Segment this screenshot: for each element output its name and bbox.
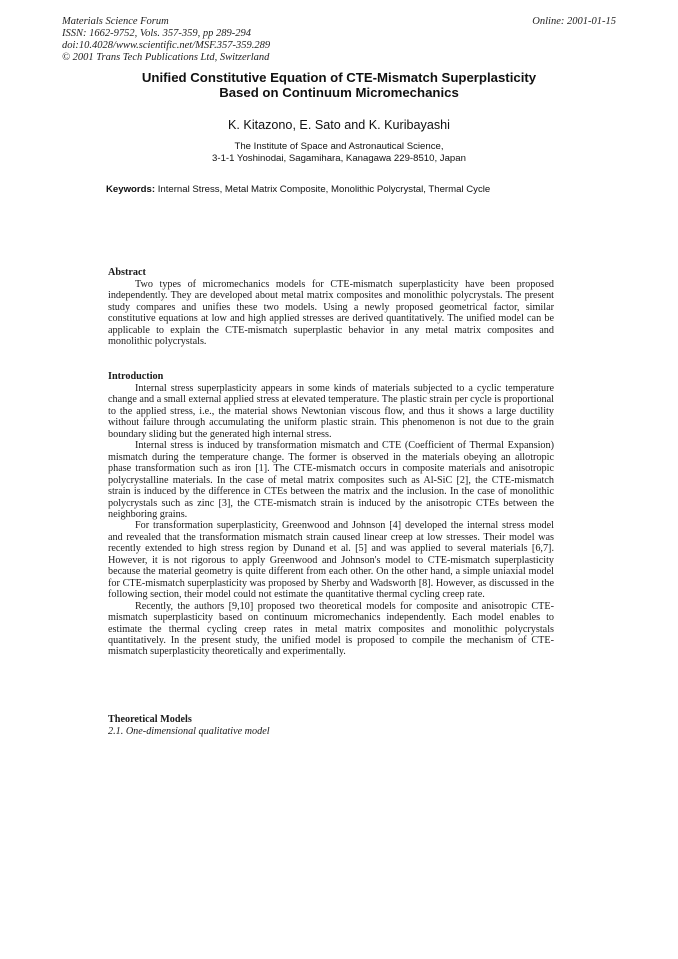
copyright-line: © 2001 Trans Tech Publications Ltd, Switzerland (62, 52, 270, 63)
author-list: K. Kitazono, E. Sato and K. Kuribayashi (228, 118, 450, 132)
title-line-1: Unified Constitutive Equation of CTE-Mismatch Superplasticity (141, 70, 537, 85)
theory-section (108, 714, 554, 738)
introduction-section (108, 371, 554, 658)
intro-paragraph-1: Internal stress superplasticity appears in some kinds of materials subjected to a cyclic temperature change and a small external applied stress at elevated temperature. The plastic strain per cycle is proportional to the applied stress, i.e., the material shows Newtonian viscous flow, and thus it shows a large ductility without failure through accumulating the uniform plastic strain. This phenomenon is not due to the grain boundary sliding but the generated high internal stress. (108, 383, 554, 440)
affiliation-line-2: 3-1-1 Yoshinodai, Sagamihara, Kanagawa 229-8510, Japan (212, 153, 466, 164)
introduction-heading: Introduction (108, 371, 164, 382)
paper-title (0, 70, 678, 100)
abstract-text: Two types of micromechanics models for CTE-mismatch superplasticity have been proposed independently. They are developed about metal matrix composites and monolithic polycrystals. The present study compares and unifies these two models. Using a newly proposed geometrical factor, similar constitutive equations at low and high applied stresses are derived quantitatively. The unified model can be applicable to explain the CTE-mismatch superplastic behavior in any metal matrix composites and monolithic polycrystals. (108, 279, 554, 348)
intro-paragraph-3: For transformation superplasticity, Greenwood and Johnson [4] developed the internal stress model and revealed that the transformation mismatch strain caused linear creep at low stresses. Their model was recently extended to high stress region by Dunand et al. [5] and was applied to several materials [6,7]. However, it is not rigorous to apply Greenwood and Johnson's model to CTE-mismatch superplasticity because the material geometry is quite different from each other. On the other hand, a simple uniaxial model for CTE-mismatch superplasticity was proposed by Sherby and Wadsworth [8]. However, as discussed in the following section, their model could not estimate the quantitative thermal cycling creep rate. (108, 520, 554, 601)
keywords (106, 184, 606, 195)
intro-paragraph-2: Internal stress is induced by transformation mismatch and CTE (Coefficient of Thermal Expansion) mismatch during the temperature change. The former is observed in the materials obeying an allotropic phase transformation such as iron [1]. The CTE-mismatch occurs in composite materials and anisotropic polycrystalline materials. In the case of metal matrix composites such as Al-SiC [2], the CTE-mismatch strain is induced by the difference in CTEs between the matrix and the inclusion. In the case of monolithic polycrystals such as zinc [3], the CTE-mismatch strain is induced by the anisotropic CTEs between the neighboring grains. (108, 440, 554, 520)
title-line-2: Based on Continuum Micromechanics (219, 85, 459, 100)
theory-heading: Theoretical Models (108, 714, 192, 725)
theory-subheading: 2.1. One-dimensional qualitative model (108, 726, 270, 737)
affiliation (0, 141, 678, 165)
journal-header (62, 16, 270, 64)
issn-line: ISSN: 1662-9752, Vols. 357-359, pp 289-294 (62, 28, 251, 39)
affiliation-line-1: The Institute of Space and Astronautical Science, (234, 141, 444, 152)
doi-line[interactable]: doi:10.4028/www.scientific.net/MSF.357-359.289 (62, 40, 271, 51)
keywords-label: Keywords: (106, 184, 156, 195)
online-date: Online: 2001-01-15 (532, 16, 616, 27)
intro-paragraph-4: Recently, the authors [9,10] proposed two theoretical models for composite and anisotropic CTE-mismatch superplasticity based on continuum micromechanics independently. Each model enables to estimate the thermal cycling creep rates in metal matrix composites and monolithic polycrystals quantitatively. In the present study, the unified model is proposed to compile the mechanism of CTE-mismatch superplasticity theoretically and experimentally. (108, 600, 554, 658)
keywords-text: Internal Stress, Metal Matrix Composite, Monolithic Polycrystal, Thermal Cycle (157, 184, 491, 195)
abstract-heading: Abstract (108, 267, 146, 278)
abstract-section (108, 267, 554, 348)
journal-name: Materials Science Forum (62, 16, 169, 27)
